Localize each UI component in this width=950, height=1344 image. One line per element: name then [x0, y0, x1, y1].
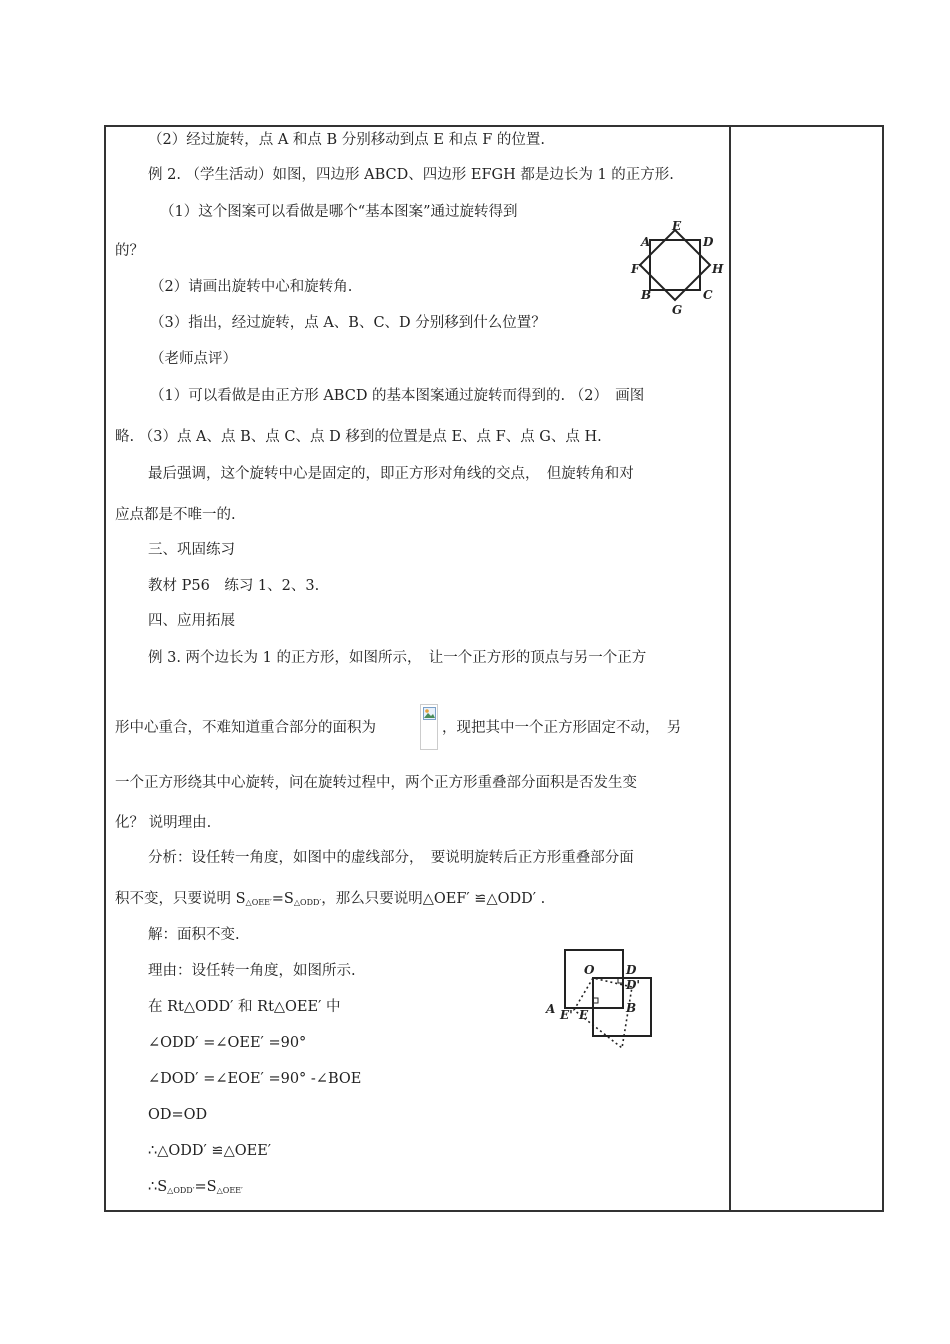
section-heading: 三、巩固练习: [148, 542, 235, 558]
label-e-prime: E': [560, 1008, 573, 1022]
text-line: （3）指出，经过旋转，点 A、B、C、D 分别移到什么位置？: [150, 315, 546, 331]
formula-image-icon: [420, 704, 438, 750]
text-line: 理由：设任转一角度，如图所示.: [148, 963, 356, 979]
label-h: H: [712, 262, 724, 276]
table-column-divider: [729, 125, 731, 1212]
section-heading: 四、应用拓展: [148, 613, 235, 629]
text-line: 一个正方形绕其中心旋转，问在旋转过程中，两个正方形重叠部分面积是否发生变: [115, 775, 637, 791]
label-g: G: [672, 303, 683, 317]
text-line: 在 Rt△ODD′ 和 Rt△OEE′ 中: [148, 999, 341, 1015]
math-line: ∴△ODD′ ≌△OEE′: [148, 1143, 272, 1159]
label-b: B: [626, 1001, 637, 1015]
label-o: O: [584, 963, 595, 977]
label-c: C: [703, 288, 713, 302]
label-d-prime: D': [626, 978, 641, 992]
text-line: ，现把其中一个正方形固定不动， 另: [442, 720, 682, 736]
label-e: E: [672, 219, 682, 233]
math-line: ∠ODD′ =∠OEE′ =90°: [148, 1035, 307, 1051]
text-line: 略. （3）点 A、点 B、点 C、点 D 移到的位置是点 E、点 F、点 G、点 H.: [115, 429, 602, 445]
label-a: A: [641, 235, 651, 249]
text-line: 的？: [115, 243, 144, 259]
text-line: （2）经过旋转，点 A 和点 B 分别移动到点 E 和点 F 的位置.: [148, 132, 545, 148]
math-line: $\therefore S_{\triangle ODD'}=S_{\triangle OEE'}$: [148, 1179, 243, 1195]
text-line: 积不变，只要说明 $S_{\triangle OEE'}=S_{\triangle ODD'}$，那么只要说明△OEF′ ≌△ODD′ .: [115, 891, 546, 907]
label-d: D: [703, 235, 714, 249]
label-e: E: [579, 1008, 589, 1022]
text-line: 分析：设任转一角度，如图中的虚线部分， 要说明旋转后正方形重叠部分面: [148, 850, 634, 866]
label-a: A: [546, 1002, 556, 1016]
label-d: D: [626, 963, 637, 977]
text-line: 形中心重合，不难知道重合部分的面积为: [115, 720, 376, 736]
octagram-squares-figure: [628, 218, 728, 318]
text-line: （1）这个图案可以看做是哪个“基本图案”通过旋转得到: [160, 204, 518, 220]
text-line: 例 3. 两个边长为 1 的正方形，如图所示， 让一个正方形的顶点与另一个正方: [148, 650, 647, 666]
text-line: 最后强调，这个旋转中心是固定的，即正方形对角线的交点， 但旋转角和对: [148, 466, 634, 482]
text-line: （1）可以看做是由正方形 ABCD 的基本图案通过旋转而得到的. （2） 画图: [150, 388, 645, 404]
rotated-squares-figure: [540, 940, 660, 1055]
label-f: F: [631, 262, 640, 276]
label-b: B: [641, 288, 652, 302]
text-line: 化？ 说明理由.: [115, 815, 212, 831]
text-line: （老师点评）: [150, 351, 237, 367]
text-line: （2）请画出旋转中心和旋转角.: [150, 279, 353, 295]
text-line: 教材 P56 练习 1、2、3.: [148, 578, 320, 594]
text-line: 解：面积不变.: [148, 927, 240, 943]
text-line: 应点都是不唯一的.: [115, 507, 236, 523]
math-line: OD=OD: [148, 1107, 208, 1123]
math-line: ∠DOD′ =∠EOE′ =90° -∠BOE: [148, 1071, 362, 1087]
text-line: 例 2. （学生活动）如图，四边形 ABCD、四边形 EFGH 都是边长为 1 的正方形.: [148, 167, 674, 183]
